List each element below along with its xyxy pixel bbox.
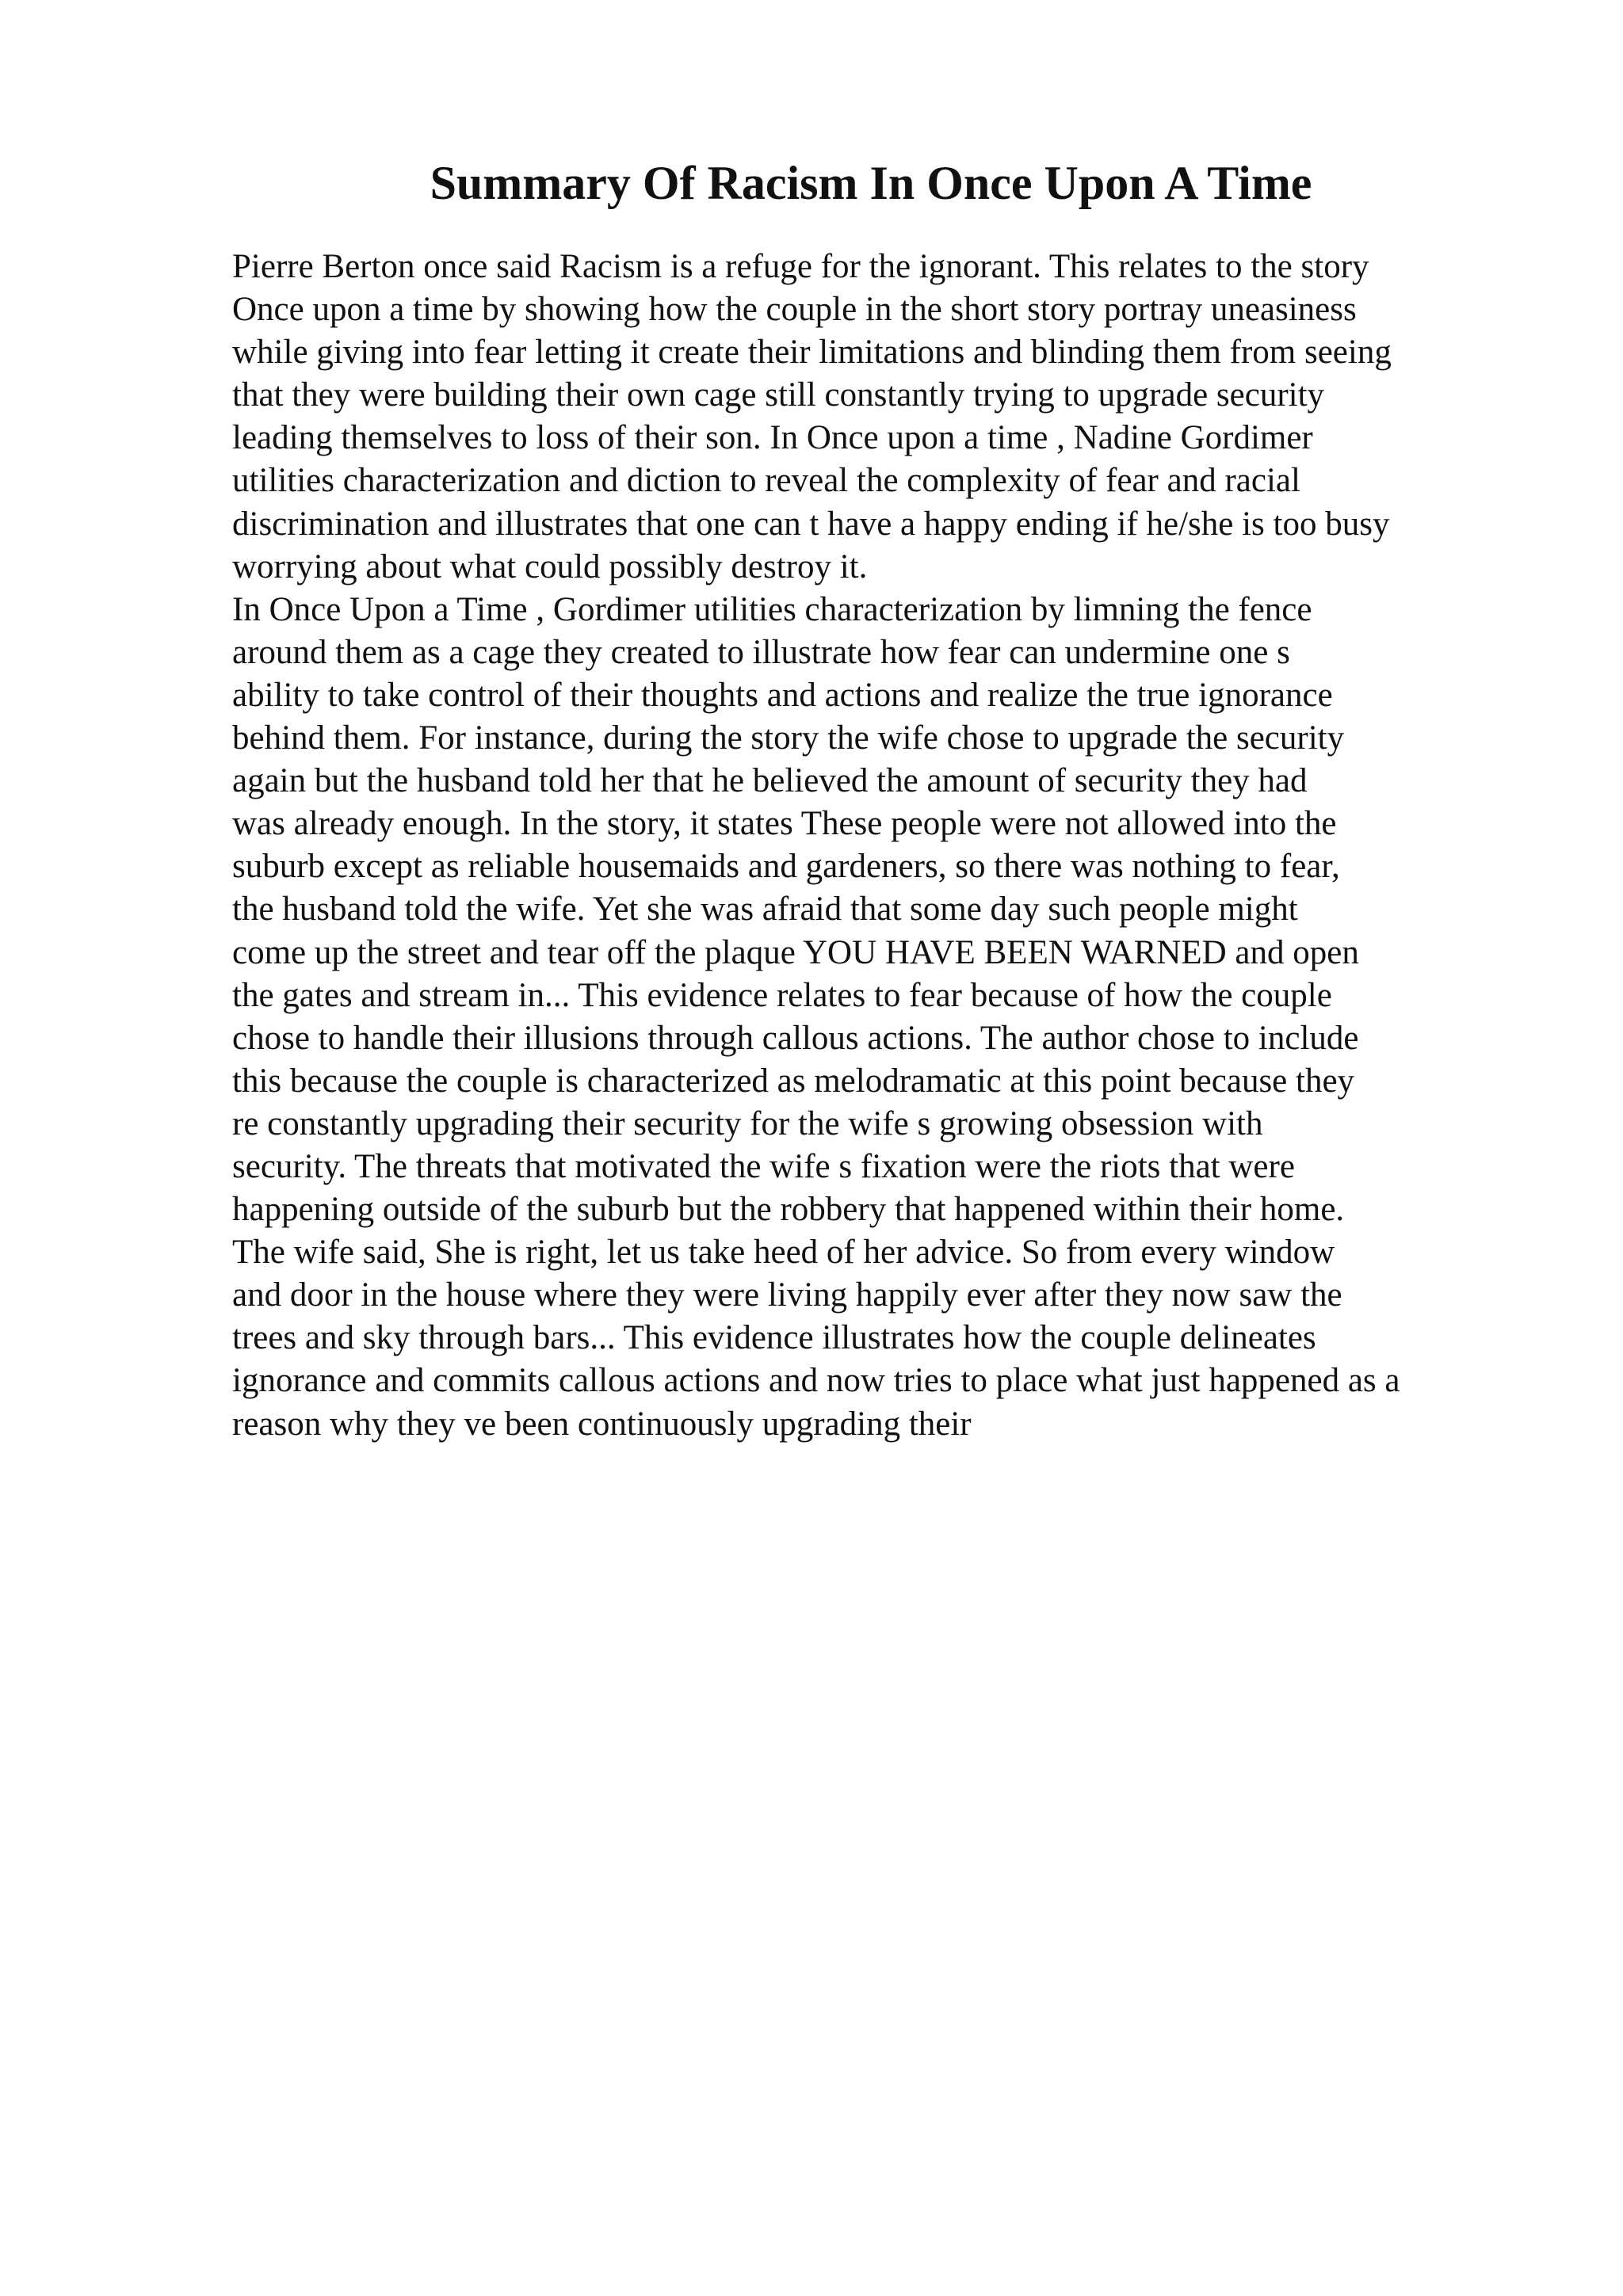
text-line: trees and sky through bars... This evidence illustrates how the couple delineates xyxy=(232,1319,1316,1357)
text-line: that they were building their own cage still constantly trying to upgrade security xyxy=(232,376,1325,414)
text-line: suburb except as reliable housemaids and gardeners, so there was nothing to fear, xyxy=(232,848,1340,886)
text-line: leading themselves to loss of their son. In Once upon a time , Nadine Gordimer xyxy=(232,419,1313,457)
text-line: ignorance and commits callous actions and now tries to place what just happened as a xyxy=(232,1362,1400,1400)
text-line: reason why they ve been continuously upgrading their xyxy=(232,1405,972,1443)
document-body xyxy=(232,246,1611,1446)
text-line: ability to take control of their thoughts and actions and realize the true ignorance xyxy=(232,676,1333,714)
text-line: happening outside of the suburb but the robbery that happened within their home. xyxy=(232,1191,1345,1229)
document-title: Summary Of Racism In Once Upon A Time xyxy=(430,157,1312,209)
text-line: behind them. For instance, during the story the wife chose to upgrade the security xyxy=(232,719,1345,757)
text-line: chose to handle their illusions through callous actions. The author chose to include xyxy=(232,1019,1359,1057)
text-line: come up the street and tear off the plaque YOU HAVE BEEN WARNED and open xyxy=(232,933,1359,971)
text-line: the husband told the wife. Yet she was afraid that some day such people might xyxy=(232,891,1298,929)
text-line: Once upon a time by showing how the couple in the short story portray uneasiness xyxy=(232,291,1357,329)
text-line: around them as a cage they created to illustrate how fear can undermine one s xyxy=(232,633,1290,671)
text-line: security. The threats that motivated the wife s fixation were the riots that were xyxy=(232,1147,1295,1185)
text-line: re constantly upgrading their security for the wife s growing obsession with xyxy=(232,1104,1263,1142)
text-line: utilities characterization and diction to reveal the complexity of fear and racial xyxy=(232,462,1300,500)
text-line: and door in the house where they were living happily ever after they now saw the xyxy=(232,1276,1342,1314)
text-line: the gates and stream in... This evidence relates to fear because of how the couple xyxy=(232,976,1332,1014)
text-line: while giving into fear letting it create their limitations and blinding them from seeing xyxy=(232,334,1392,372)
text-line: The wife said, She is right, let us take heed of her advice. So from every window xyxy=(232,1234,1335,1272)
text-line: Pierre Berton once said Racism is a refuge for the ignorant. This relates to the story xyxy=(232,248,1369,285)
text-line: this because the couple is characterized as melodramatic at this point because they xyxy=(232,1062,1355,1100)
text-line: In Once Upon a Time , Gordimer utilities characterization by limning the fence xyxy=(232,590,1312,628)
text-line: worrying about what could possibly destroy it. xyxy=(232,547,868,585)
text-line: again but the husband told her that he believed the amount of security they had xyxy=(232,762,1308,800)
text-line: was already enough. In the story, it states These people were not allowed into the xyxy=(232,805,1337,843)
text-line: discrimination and illustrates that one can t have a happy ending if he/she is too busy xyxy=(232,505,1390,543)
